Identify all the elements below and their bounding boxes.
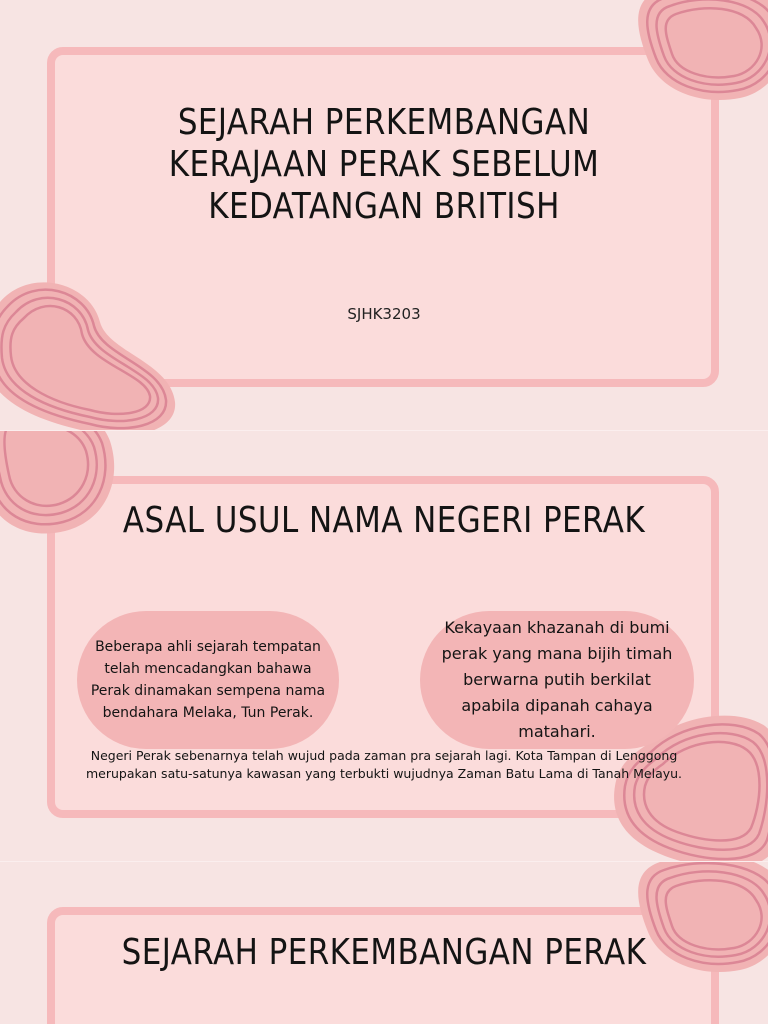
- section-title: SEJARAH PERKEMBANGAN PERAK: [121, 932, 647, 973]
- body-paragraph: Negeri Perak sebenarnya telah wujud pada zaman pra sejarah lagi. Kota Tampan di Lenggong merupakan satu-satunya kawasan yang terbukti wujudnya Zaman Batu Lama di Tanah Melayu.: [85, 748, 683, 781]
- info-box-right: [420, 611, 694, 749]
- course-code: SJHK3203: [347, 305, 421, 323]
- blob-decoration-top-right: [630, 0, 768, 105]
- info-box-left-text: Beberapa ahli sejarah tempatan telah mencadangkan bahawa Perak dinamakan sempena nama bendahara Melaka, Tun Perak.: [90, 639, 326, 721]
- blob-decoration-left: [0, 272, 185, 430]
- slide-2: [0, 431, 768, 861]
- info-box-right-text: Kekayaan khazanah di bumi perak yang mana bijih timah berwarna putih berkilat apabila dipanah cahaya matahari.: [441, 618, 673, 741]
- slide-1: [0, 0, 768, 430]
- section-title: ASAL USUL NAMA NEGERI PERAK: [122, 500, 646, 541]
- slide-3: [0, 862, 768, 1024]
- info-box-left: [77, 611, 339, 749]
- page-title: SEJARAH PERKEMBANGAN KERAJAAN PERAK SEBELUM KEDATANGAN BRITISH: [168, 102, 600, 227]
